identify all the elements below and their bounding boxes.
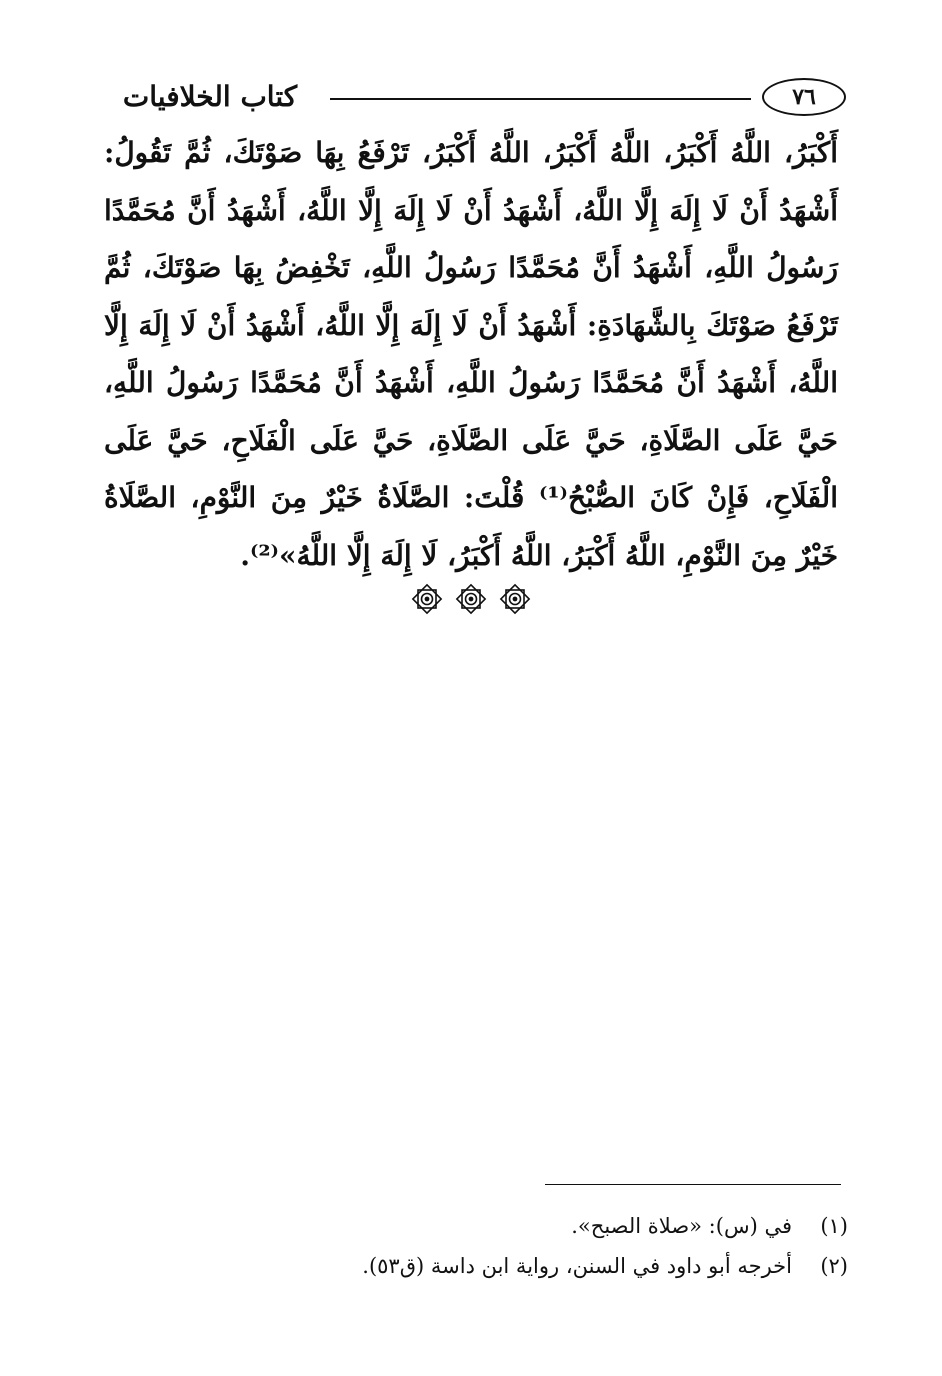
footnote-text: أخرجه أبو داود في السنن، رواية ابن داسة (ق٥٣). (362, 1254, 792, 1278)
body-paragraph: أَكْبَرُ، اللَّهُ أَكْبَرُ، اللَّهُ أَكْبَرُ، اللَّهُ أَكْبَرُ، تَرْفَعُ بِهَا صَوْتَكَ، ثُمَّ تَقُولُ: أَشْهَدُ أَنْ لَا إِلَهَ إِلَّا اللَّهُ، أَشْهَدُ أَنْ لَا إِلَهَ إِلَّا اللَّهُ، أَشْهَدُ أَنَّ مُحَمَّدًا رَسُولُ اللَّهِ، أَشْهَدُ أَنَّ مُحَمَّدًا رَسُولُ اللَّهِ، تَخْفِضُ بِهَا صَوْتَكَ، ثُمَّ تَرْفَعُ صَوْتَكَ بِالشَّهَادَةِ: أَشْهَدُ أَنْ لَا إِلَهَ إِلَّا اللَّهُ، أَشْهَدُ أَنْ لَا إِلَهَ إِلَّا اللَّهُ، أَشْهَدُ أَنَّ مُحَمَّدًا رَسُولُ اللَّهِ، أَشْهَدُ أَنَّ مُحَمَّدًا رَسُولُ اللَّهِ، حَيَّ عَلَى الصَّلَاةِ، حَيَّ عَلَى الصَّلَاةِ، حَيَّ عَلَى الْفَلَاحِ، حَيَّ عَلَى الْفَلَاحِ، فَإِنْ كَانَ الصُّبْحُ⁽¹⁾ قُلْتَ: الصَّلَاةُ خَيْرٌ مِنَ النَّوْمِ، الصَّلَاةُ خَيْرٌ مِنَ النَّوْمِ، اللَّهُ أَكْبَرُ، اللَّهُ أَكْبَرُ، لَا إِلَهَ إِلَّا اللَّهُ»⁽²⁾. (104, 136, 839, 572)
footnote-number: (١) (820, 1214, 848, 1238)
footnote-item (104, 1206, 848, 1246)
rosette-ornament-icon (410, 582, 444, 616)
footnote-text: في (س): «صلاة الصبح». (571, 1214, 792, 1238)
page-number (762, 78, 846, 116)
page-number-label: ٧٦ (792, 84, 816, 110)
page-header (98, 74, 846, 126)
rosette-ornament-icon (454, 582, 488, 616)
section-ornaments (0, 582, 942, 616)
footnote-number: (٢) (820, 1254, 848, 1278)
rosette-ornament-icon (498, 582, 532, 616)
footnotes (104, 1206, 848, 1286)
main-text (104, 124, 838, 584)
footnote-item (104, 1246, 848, 1286)
header-rule (330, 98, 751, 100)
running-title: كتاب الخلافيات (122, 80, 298, 113)
footnote-separator (545, 1184, 841, 1185)
